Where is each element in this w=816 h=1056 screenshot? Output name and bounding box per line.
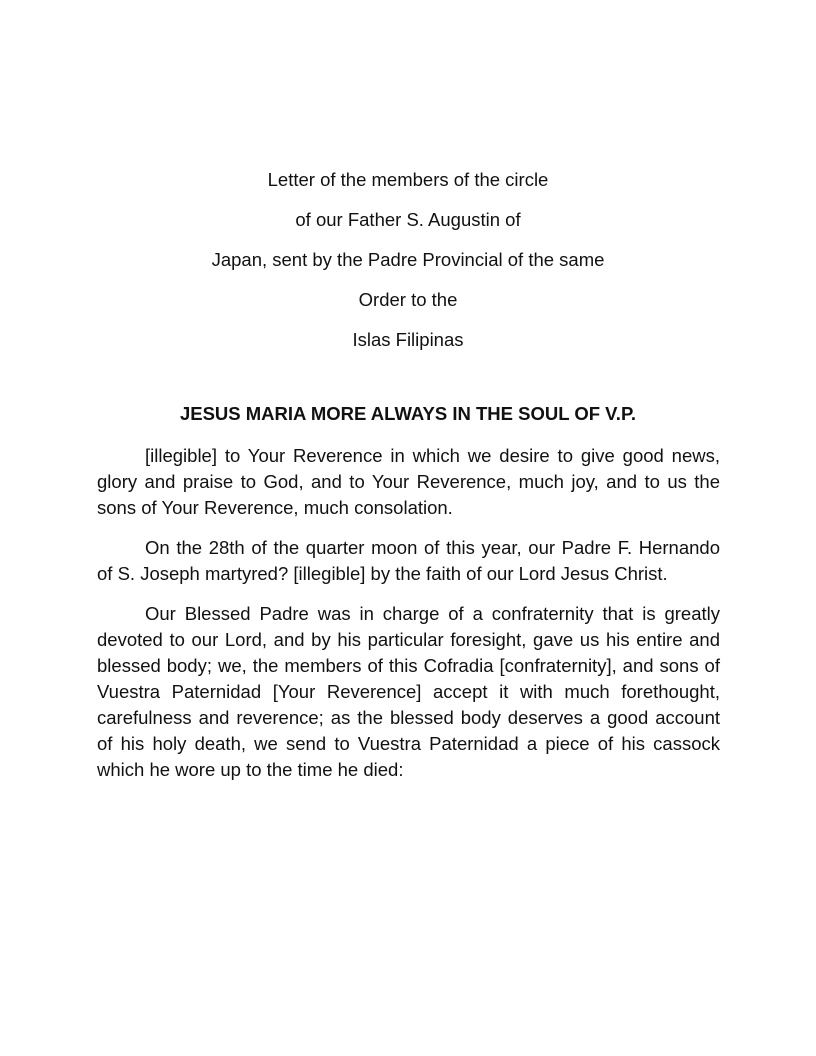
title-line: Order to the bbox=[358, 289, 458, 310]
title-line: Japan, sent by the Padre Provincial of the same bbox=[211, 249, 605, 270]
title-line: of our Father S. Augustin of bbox=[295, 209, 521, 230]
paragraph-3: Our Blessed Padre was in charge of a confraternity that is greatly devoted to our Lord, and by his particular foresight, gave us his entire and blessed body; we, the members of this Cofradia [confraternity], and sons of Vuestra Paternidad [Your Reverence] accept it with much forethought, carefulness and reverence; as the blessed body deserves a good account of his holy death, we send to Vuestra Paternidad a piece of his cassock which he wore up to the time he died: bbox=[97, 603, 720, 780]
title-line: Islas Filipinas bbox=[352, 329, 464, 350]
salutation-heading: JESUS MARIA MORE ALWAYS IN THE SOUL OF V.P. bbox=[179, 403, 637, 424]
paragraph-2: On the 28th of the quarter moon of this year, our Padre F. Hernando of S. Joseph martyred? [illegible] by the faith of our Lord Jesus Christ. bbox=[97, 537, 720, 584]
letter-body bbox=[97, 443, 720, 797]
paragraph-1: [illegible] to Your Reverence in which we desire to give good news, glory and praise to God, and to Your Reverence, much joy, and to us the sons of Your Reverence, much consolation. bbox=[97, 445, 720, 518]
letter-title bbox=[0, 164, 816, 364]
title-line: Letter of the members of the circle bbox=[267, 169, 549, 190]
